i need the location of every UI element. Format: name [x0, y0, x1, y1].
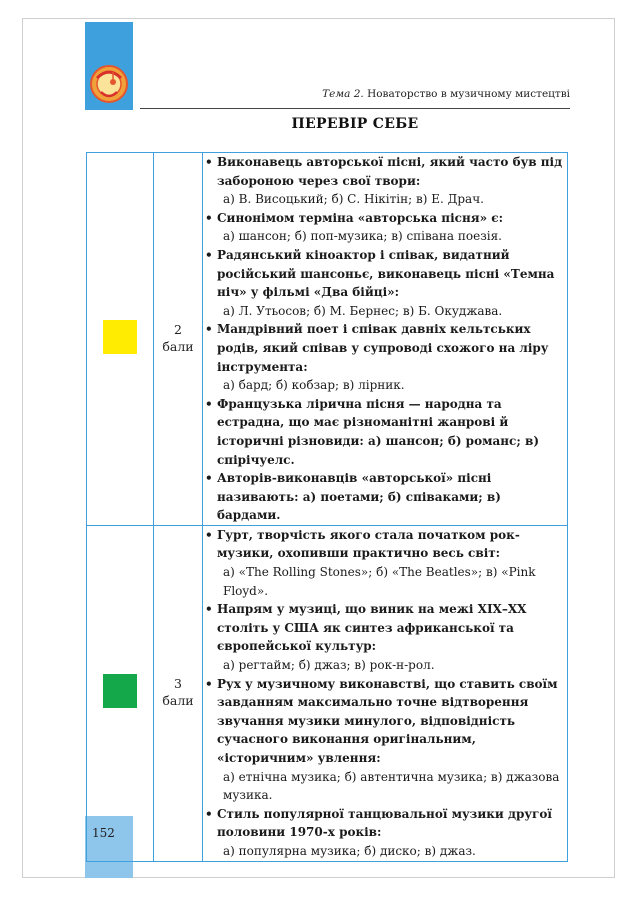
- question-options: а) шансон; б) поп-музика; в) співана поезія.: [223, 229, 502, 244]
- question-item: [203, 469, 567, 525]
- questions-cell: [203, 525, 568, 861]
- question-item: [203, 526, 567, 600]
- points-cell: [154, 525, 203, 861]
- question-options: а) етнічна музика; б) автентична музика; в) джазова музика.: [223, 769, 560, 803]
- level-cell: [87, 153, 154, 526]
- question-options: а) регтайм; б) джаз; в) рок-н-рол.: [223, 658, 435, 673]
- question-item: [203, 209, 567, 246]
- question-item: [203, 395, 567, 469]
- points-value: 3: [174, 676, 182, 692]
- question-text: Радянський кіноактор і співак, видатний російський шансоньє, виконавець пісні «Темна ніч» у фільмі «Два бійці»:: [217, 247, 555, 300]
- quiz-row-level3: [87, 525, 568, 861]
- level-cell: [87, 525, 154, 861]
- music-emblem-icon: [87, 44, 131, 110]
- question-item: [203, 805, 567, 861]
- question-item: [203, 320, 567, 394]
- question-options: а) популярна музика; б) диско; в) джаз.: [223, 843, 476, 858]
- question-options: а) В. Висоцький; б) С. Нікітін; в) Е. Драч.: [223, 192, 484, 207]
- question-text: Стиль популярної танцювальної музики другої половини 1970-х років:: [217, 806, 552, 840]
- question-text: Гурт, творчість якого стала початком рок-музики, охопивши практично весь світ:: [217, 527, 520, 561]
- quiz-table: [86, 152, 568, 862]
- question-item: [203, 246, 567, 320]
- question-text: Авторів-виконавців «авторської» пісні називають: а) поетами; б) співаками; в) бардами.: [217, 471, 501, 523]
- question-text: Синонімом терміна «авторська пісня» є:: [217, 210, 504, 225]
- question-options: а) Л. Утьосов; б) М. Бернес; в) Б. Окуджава.: [223, 303, 503, 318]
- question-item: [203, 153, 567, 209]
- running-head: [140, 88, 570, 109]
- question-item: [203, 600, 567, 674]
- questions-cell: [203, 153, 568, 526]
- question-text: Мандрівний поет і співак давніх кельтських родів, який співав у супроводі схожого на ліру інструмента:: [217, 322, 549, 374]
- quiz-row-level2: [87, 153, 568, 526]
- page-number: 152: [92, 826, 115, 840]
- points-cell: [154, 153, 203, 526]
- points-value: 2: [174, 322, 182, 338]
- topic-title: Новаторство в музичному мистецтві: [367, 88, 570, 100]
- question-text: Рух у музичному виконавстві, що ставить своїм завданням максимально точне відтворення звучання музики минулого, відповідність сучасного виконання оригінальним, «історичним» увлення:: [217, 676, 558, 765]
- question-text: Напрям у музиці, що виник на межі XIX–XX століть у США як синтез африканської та європейської культур:: [217, 602, 527, 654]
- topic-label: Тема 2.: [322, 88, 364, 100]
- section-title: ПЕРЕВІР СЕБЕ: [291, 116, 419, 132]
- green-level-marker: [103, 674, 137, 708]
- question-item: [203, 675, 567, 805]
- question-text: Французька лірична пісня — народна та естрадна, що має різноманітні жанрові й історичні різновиди: а) шансон; б) романс; в) спірічуелс.: [217, 396, 539, 467]
- question-options: а) «The Rolling Stones»; б) «The Beatles»; в) «Pink Floyd».: [223, 565, 536, 598]
- question-list: [203, 526, 567, 861]
- question-list: [203, 153, 567, 525]
- points-unit: бали: [162, 338, 194, 354]
- yellow-level-marker: [103, 320, 137, 354]
- points-unit: бали: [162, 693, 194, 709]
- question-options: а) бард; б) кобзар; в) лірник.: [223, 378, 405, 393]
- question-text: Виконавець авторської пісні, який часто був під забороною через свої твори:: [217, 155, 563, 188]
